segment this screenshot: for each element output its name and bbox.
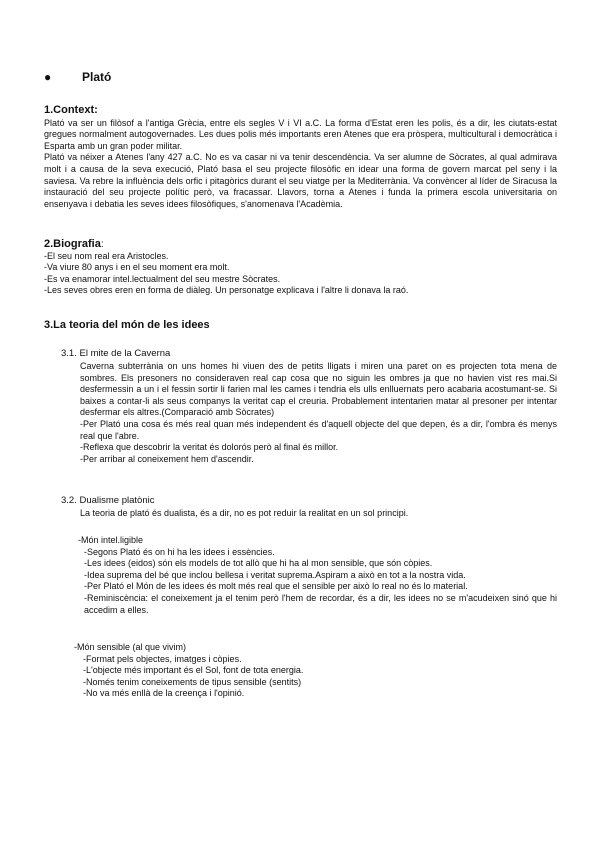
- subsection-caverna-body: [80, 361, 557, 465]
- paragraph: Plató va ser un filòsof a l'antiga Grècia, entre els segles V i VI a.C. La forma d'Estat eren les polis, és a dir, les ciutats-estat gregues normalment autogovernades. Les dues polis més importants eren Atenes que era pròspera, multicultural i democràtica i Esparta amb un gran poder militar.: [44, 117, 557, 151]
- heading-colon: :: [100, 239, 104, 250]
- section-heading: 1.Context:: [44, 104, 98, 116]
- subsection-title: 3.1. El mite de la Caverna: [61, 348, 171, 359]
- section-heading-row: [44, 239, 557, 251]
- list-item: -Idea suprema del bé que inclou bellesa i veritat suprema.Aspiram a això en tot a la nostra vida.: [84, 569, 466, 580]
- section-context: [44, 105, 557, 210]
- section-biografia: [44, 239, 557, 297]
- subsection-title: 3.2. Dualisme platònic: [61, 495, 155, 506]
- mon-sensible-list: [74, 654, 557, 700]
- subsection-caverna: [61, 348, 557, 360]
- list-item: -Es va enamorar intel.lectualment del seu mestre Sòcrates.: [44, 273, 281, 284]
- mon-intelligible: [78, 535, 557, 616]
- list-item: -No va més enllà de la creença i l'opinió.: [83, 688, 245, 699]
- list-heading: -Món intel.ligible: [78, 535, 144, 545]
- list-item: -Les idees (eidos) són els models de tot allò que hi ha al mon sensible, que són còpies.: [84, 558, 433, 569]
- mon-sensible: [74, 642, 557, 700]
- title-text: Plató: [82, 70, 112, 84]
- list-item: -Les seves obres eren en forma de diàleg. Un personatge explicava i l'altre li donava la raó.: [44, 285, 409, 296]
- paragraph: Caverna subterrània on uns homes hi viuen des de petits lligats i miren una paret on es projecten tota mena de sombres. Els presoners no consideraven real cap cosa que no siguin les ombres ja que no havien vist res mai.Si desfermessin a un i el fessin sortir li farien mal les cames i tendria els ulls enlluernats pero acabaria acostumant-se. Si baixes a contar-li als seus companys la veritat cap el creuria. Probablement intentarien matar al presoner per intentar desfermar els altres.(Comparació amb Sòcrates): [80, 361, 557, 418]
- list-item: -Segons Plató és on hi ha les idees i essències.: [84, 546, 275, 557]
- paragraph: La teoria de plató és dualista, és a dir, no es pot reduir la realitat en un sol principi.: [80, 508, 409, 518]
- list-item: -Reflexa que descobrir la veritat és dolorós però al final és millor.: [80, 442, 339, 453]
- subsection-dualisme: [61, 495, 557, 507]
- list-item: -Per arribar al coneixement hem d'ascendir.: [80, 453, 254, 464]
- section-heading: 2.Biografia: [44, 238, 101, 250]
- subsection-dualisme-intro: [80, 508, 557, 520]
- list-item: -Reminiscència: el coneixement ja el tenim però l'hem de recordar, és a dir, les idees no se m'acudeixen sinó que hi accedim a elles.: [84, 592, 557, 615]
- paragraph: Plató va néixer a Atenes l'any 427 a.C. No es va casar ni va tenir descendència. Va ser alumne de Sòcrates, al qual admirava molt i a causa de la seva execució, Plató basa el seu projecte filosòfic en idear una forma de govern marcat pel seny i la saviesa. Va rebre la influència dels orfic i pitagòrics durant el seu viatge per la Mediterrània. Va convèncer al líder de Siracusa la instauració del seu projecte polític però, va fracassar. Llavors, torna a Atenes i funda la primera escola universitaria on ensenyava i debatia les seves idees filosòfiques, s'anomenava l'Acadèmia.: [44, 152, 557, 209]
- list-heading: -Món sensible (al que vivim): [74, 642, 187, 652]
- list-item: -L'objecte més important és el Sol, font de tota energia.: [83, 665, 304, 676]
- document-title: [44, 70, 111, 84]
- list-item: -Per Plató el Món de les idees és molt més real que el sensible per això lo real no és lo material.: [84, 581, 468, 592]
- list-item: -El seu nom real era Aristocles.: [44, 250, 169, 261]
- section-teoria: [44, 320, 210, 333]
- list-item: -Per Plató una cosa és més real quan més independent és d'aquell objecte del que depen, és a dir, l'ombra és menys real que l'abre.: [80, 418, 557, 441]
- list-item: -Va viure 80 anys i en el seu moment era molt.: [44, 262, 230, 273]
- list-item: -Només tenim coneixements de tipus sensible (sentits): [83, 676, 302, 687]
- list-item: -Format pels objectes, imatges i còpies.: [83, 653, 242, 664]
- section-heading: 3.La teoria del món de les idees: [44, 319, 210, 331]
- bullet-icon: ●: [44, 70, 52, 84]
- mon-intelligible-list: [78, 547, 557, 617]
